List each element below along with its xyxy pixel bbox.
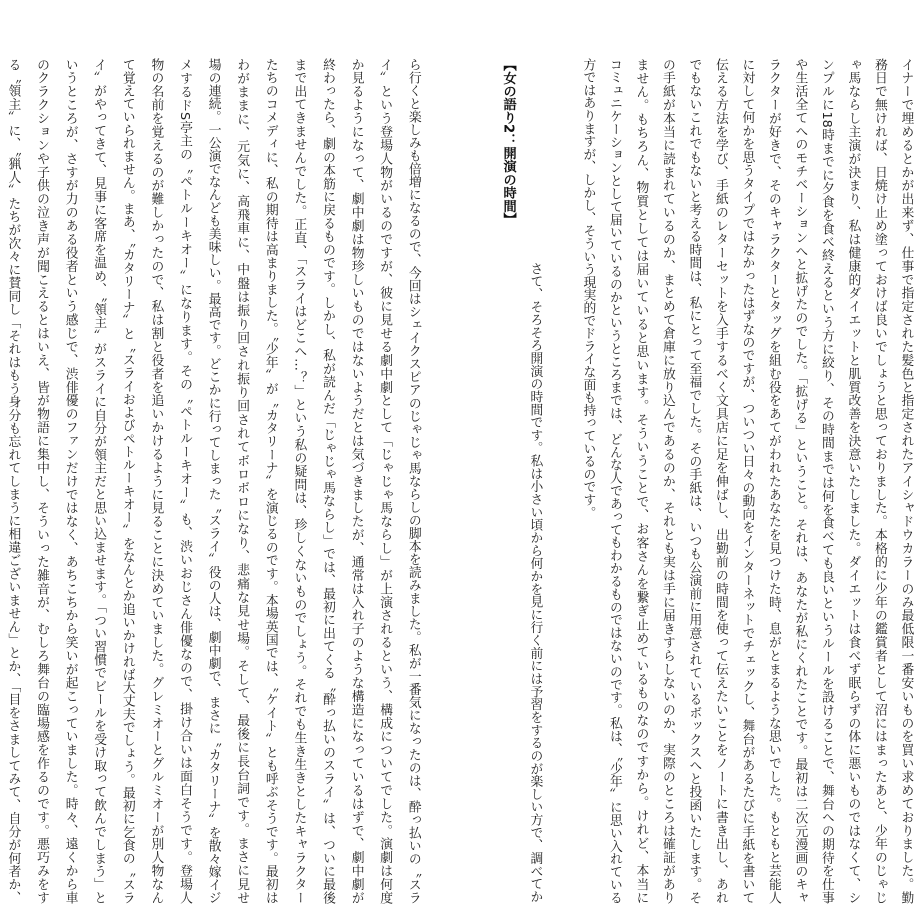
text-column: メするドS亭主の〝ペトルーキオー〟になります。その〝ペトルーキオー〟も、渋いおじさん俳優なので、掛け合いは面白そうです。登場人 [176, 58, 192, 904]
text-column: たちのコメディに、私の期待は高まりました。〝少年〟が〝カタリーナ〟を演じるのです。本場英国では、〝ケイト〟とも呼ぶそうです。最初は [262, 58, 278, 904]
text-column: 場の連続。一公演でなんども美味しい。最高です。どこかに行ってしまった〝スライ〟役の人は、劇中劇で、まさに〝カタリーナ〟を散々嫁イジ [205, 58, 221, 904]
text-column: のクラクションや子供の泣き声が聞こえるとはいえ、皆が物語に集中し、そういった雑音が、むしろ舞台の臨場感を作るのです。悪巧みをす [33, 58, 49, 904]
text-column: でもないこれでもないと考える時間は、私にとって至福でした。その手紙は、いつも公演前に用意されているボックスへと投函いたします。そ [686, 58, 702, 904]
text-column: に対して何かを思うタイプではなかったはずなのですが、ついつい日々の動向をインターネットでチェックし、舞台があるたびに手紙を書いて [739, 58, 755, 904]
section-heading: 【女の語り2：開演の時間】 [500, 58, 516, 226]
text-column: いうところが、さすが力のある役者という感じで、渋俳優のファンだけではなく、あちこちから笑いが起こっていました。時々、遠くから車 [62, 58, 78, 904]
text-column: コミュニケーションとして届いているのかというところまでは、どんな人であってもわかるものではないのです。私は、〝少年〟に思い入れている [606, 58, 622, 904]
text-column: ゃ馬ならし主演が決まり、私は健康的ダイエットと肌質改善を決意いたしました。ダイエットは食べず眠らずの体に悪いものではなくて、シ [845, 58, 861, 904]
text-column: や生活全てへのモチベーションへと拡げたのでした。「拡げる」ということ。それは、あなたが私にくれたことです。最初は二次元漫画のキャ [792, 58, 808, 904]
text-column: て覚えていられません。まあ、〝カタリーナ〟と〝スライおよびペトルーキオー〟をなんとか追いかければ大丈夫でしょう。最初に乞食の〝スラ [119, 58, 135, 904]
section-first-line: さて、そろそろ開演の時間です。私は小さい頃から何かを見に行く前には予習をするのが楽しい方で、調べてか [527, 262, 543, 903]
text-column: イナーで埋めるとかが出来ず、仕事で指定された髪色と指定されたアイシャドウカラーのみ最低限一番安いものを買い求めておりました。勤 [898, 58, 914, 904]
text-column: 終わったら、劇の本筋に戻るものです。しかし、私が読んだ「じゃじゃ馬ならし」では、最初に出てくる〝酔っ払いのスライ〟は、ついに最後 [319, 58, 335, 904]
text-column: ンプルに18時までに夕食を食べ終えるという方に絞り、その時間までは何を食べても良いというルールを設けることで、舞台への期待を仕事 [818, 58, 834, 904]
paragraph-end-column: 方ではありますが、しかし、そういう現実的でドライな面も持っているのです。 [580, 58, 596, 519]
text-column: 伝える方法を学び、手紙のレターセットを入手するべく文具店に足を伸ばし、出勤前の時間を使って伝えたいことをノートに書き出し、あれ [712, 58, 728, 904]
text-column: イ〟という登場人物がいるのですが、彼に見せる劇中劇として「じゃじゃ馬ならし」が上演されるという、構成についてでした。演劇は何度 [377, 58, 393, 904]
text-column: イ〟がやってきて、見事に客席を温め、〝領主〟がスライに自分が領主だと思い込ませます。「つい習慣でビールを受け取って飲んでしまう」と [91, 58, 107, 904]
text-column: まで出てきませんでした。正直、「スライはどこへ…？」という私の疑問は、珍しくないものでしょう。それでも生き生きとしたキャラクター [291, 58, 307, 904]
text-column: 務日で無ければ、日焼け止め塗っておけば良いでしょうと思っておりました。本格的に少年の鑑賞者として沼にはまったあと、少年のじゃじ [871, 58, 887, 904]
text-column: の手紙が本当に読まれているのか、まとめて倉庫に放り込んであるのか、それとも実は手に届きすらしないのか、実際のところは確証があり [659, 58, 675, 904]
text-column: ラクターが好きで、そのキャラクターとタッグを組む役をあてがわれたあなたを見つけた時、息がとまるような思いでした。もともと芸能人 [765, 58, 781, 904]
text-column: わがままに、元気に、高飛車に、中盤は振り回され振り回されてボロボロになり、悲痛な見せ場。そして、最後に長台詞です。まさに見せ [234, 58, 250, 904]
text-column: ら行くと楽しみも倍増になるので、今回はシェイクスピアのじゃじゃ馬ならしの脚本を読みました。私が一番気になったのは、酔っ払いの〝スラ [405, 58, 421, 904]
text-column: る〝領主〟に、〝猟人〟たちが次々に賛同し「それはもう身分も忘れてしまうに相違ございません」とか、「目をさましてみて、自分が何者か、 [5, 58, 21, 904]
text-column: 物の名前を覚えるのが難しかったので、私は割と役者を追いかけるように見ることに決めていました。グレミオーとグルミオーが別人物なん [148, 58, 164, 904]
text-column: か見るようになって、劇中劇は物珍しいものではないようだとは気づきましたが、通常は入れ子のような構造になっているはずで、劇中劇が [348, 58, 364, 904]
text-column: ません。もちろん、物質としては届いていると思います。そういうことで、お客さんを繋ぎ止めているものなのですから。けれど、本当に [633, 58, 649, 904]
